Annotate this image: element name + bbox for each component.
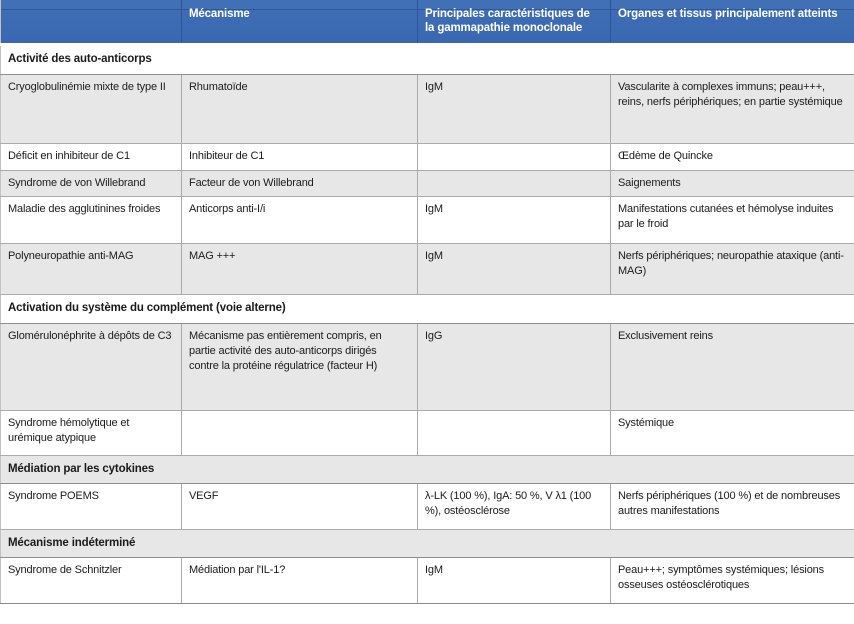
cell-organs: Manifestations cutanées et hémolyse induites par le froid [611,196,854,243]
cell-entity: Syndrome hémolytique et urémique atypique [1,410,182,455]
cell-organs: Œdème de Quincke [611,143,854,170]
cell-characteristics: IgM [418,557,611,603]
table-row [1,410,854,455]
cell-characteristics: IgM [418,74,611,143]
cell-mechanism: Rhumatoïde [182,74,418,143]
cell-entity: Cryoglobulinémie mixte de type II [1,74,182,143]
cell-characteristics: λ-LK (100 %), IgA: 50 %, V λ1 (100 %), ostéosclérose [418,483,611,529]
table-header [1,0,854,44]
cell-characteristics: IgG [418,323,611,410]
cell-organs: Nerfs périphériques; neuropathie ataxique (anti-MAG) [611,243,854,294]
column-header-mechanism: Mécanisme [182,0,418,44]
cell-mechanism: Anticorps anti-I/i [182,196,418,243]
cell-entity: Syndrome de von Willebrand [1,170,182,196]
header-row [1,0,854,44]
cell-mechanism: Facteur de von Willebrand [182,170,418,196]
column-header-organs: Organes et tissus principalement atteints [611,0,854,44]
section-row [1,529,854,557]
section-row [1,455,854,483]
cell-organs: Saignements [611,170,854,196]
table-row [1,323,854,410]
cell-mechanism: Médiation par l'IL-1? [182,557,418,603]
cell-organs: Peau+++; symptômes systémiques; lésions osseuses ostéosclérotiques [611,557,854,603]
cell-characteristics [418,143,611,170]
cell-characteristics [418,170,611,196]
cell-entity: Maladie des agglutinines froides [1,196,182,243]
table-body [1,44,854,603]
cell-entity: Glomérulonéphrite à dépôts de C3 [1,323,182,410]
column-header-characteristics: Principales caractéristiques de la gammapathie monoclonale [418,0,611,44]
cell-mechanism: MAG +++ [182,243,418,294]
table-row [1,557,854,603]
cell-organs: Vascularite à complexes immuns; peau+++, reins, nerfs périphériques; en partie systémique [611,74,854,143]
cell-characteristics: IgM [418,196,611,243]
cell-organs: Systémique [611,410,854,455]
section-label: Activité des auto-anticorps [1,44,854,74]
section-row [1,294,854,323]
cell-mechanism: Inhibiteur de C1 [182,143,418,170]
table-row [1,143,854,170]
column-header-entity [1,0,182,44]
cell-entity: Déficit en inhibiteur de C1 [1,143,182,170]
table-row [1,170,854,196]
table-row [1,196,854,243]
cell-characteristics [418,410,611,455]
section-label: Mécanisme indéterminé [1,529,854,557]
section-row [1,44,854,74]
cell-organs: Nerfs périphériques (100 %) et de nombreuses autres manifestations [611,483,854,529]
cell-mechanism: Mécanisme pas entièrement compris, en partie activité des auto-anticorps dirigés contre la protéine régulatrice (facteur H) [182,323,418,410]
section-label: Médiation par les cytokines [1,455,854,483]
cell-characteristics: IgM [418,243,611,294]
table-row [1,243,854,294]
cell-mechanism: VEGF [182,483,418,529]
cell-entity: Syndrome POEMS [1,483,182,529]
cell-entity: Polyneuropathie anti-MAG [1,243,182,294]
section-label: Activation du système du complément (voie alterne) [1,294,854,323]
cell-organs: Exclusivement reins [611,323,854,410]
cell-entity: Syndrome de Schnitzler [1,557,182,603]
cell-mechanism [182,410,418,455]
table-row [1,483,854,529]
table-row [1,74,854,143]
